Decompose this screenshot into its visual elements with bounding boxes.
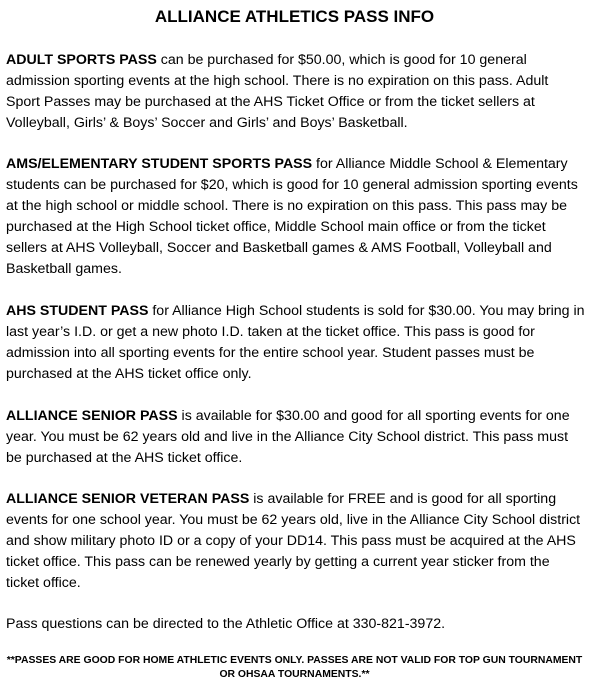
- page-title: ALLIANCE ATHLETICS PASS INFO: [154, 7, 435, 26]
- ahs-student-pass-section: [6, 301, 586, 385]
- ahs-student-pass-heading: AHS STUDENT PASS: [6, 303, 149, 319]
- adult-sports-pass-heading: ADULT SPORTS PASS: [6, 52, 157, 68]
- adult-sports-pass-text: can be purchased for $50.00, which is good for 10 general admission sporting events at the high school. There is no expiration on this pass. Adult Sport Passes may be purchased at the AHS Ticket Office or from the ticket sellers at Volleyball, Girls’ & Boys’ Soccer and Girls’ and Boys’ Basketball.: [6, 52, 549, 131]
- ams-elementary-pass-text: for Alliance Middle School & Elementary students can be purchased for $20, which is good for 10 general admission sporting events at the high school or middle school. There is no expiration on this pass. This pass may be purchased at the High School ticket office, Middle School main office or from the ticket sellers at AHS Volleyball, Soccer and Basketball games & AMS Football, Volleyball and Basketball games.: [6, 156, 578, 277]
- senior-veteran-pass-section: [6, 489, 586, 594]
- senior-pass-text: is available for $30.00 and good for all sporting events for one year. You must be 62 years old and live in the Alliance City School district. This pass must be purchased at the AHS ticket office.: [6, 408, 570, 466]
- contact-info: Pass questions can be directed to the Athletic Office at 330-821-3972.: [6, 616, 446, 632]
- ahs-student-pass-text: for Alliance High School students is sold for $30.00. You may bring in last year’s I.D. or get a new photo I.D. taken at the ticket office. This pass is good for admission into all sporting events for the entire school year. Student passes must be purchased at the AHS ticket office only.: [6, 303, 585, 382]
- senior-pass-heading: ALLIANCE SENIOR PASS: [6, 408, 178, 424]
- senior-pass-section: [6, 406, 586, 469]
- ams-elementary-pass-heading: AMS/ELEMENTARY STUDENT SPORTS PASS: [6, 156, 313, 172]
- adult-sports-pass-section: [6, 50, 586, 134]
- senior-veteran-pass-heading: ALLIANCE SENIOR VETERAN PASS: [6, 491, 250, 507]
- senior-veteran-pass-text: is available for FREE and is good for all sporting events for one school year. You must be 62 years old, live in the Alliance City School district and show military photo ID or a copy of your DD14. This pass must be acquired at the AHS ticket office. This pass can be renewed yearly by getting a current year sticker from the ticket office.: [6, 491, 581, 591]
- ams-elementary-pass-section: [6, 154, 586, 280]
- footnote-disclaimer: **PASSES ARE GOOD FOR HOME ATHLETIC EVENTS ONLY. PASSES ARE NOT VALID FOR TOP GUN TOURNAMENT OR OHSAA TOURNAMENTS.**: [6, 655, 583, 680]
